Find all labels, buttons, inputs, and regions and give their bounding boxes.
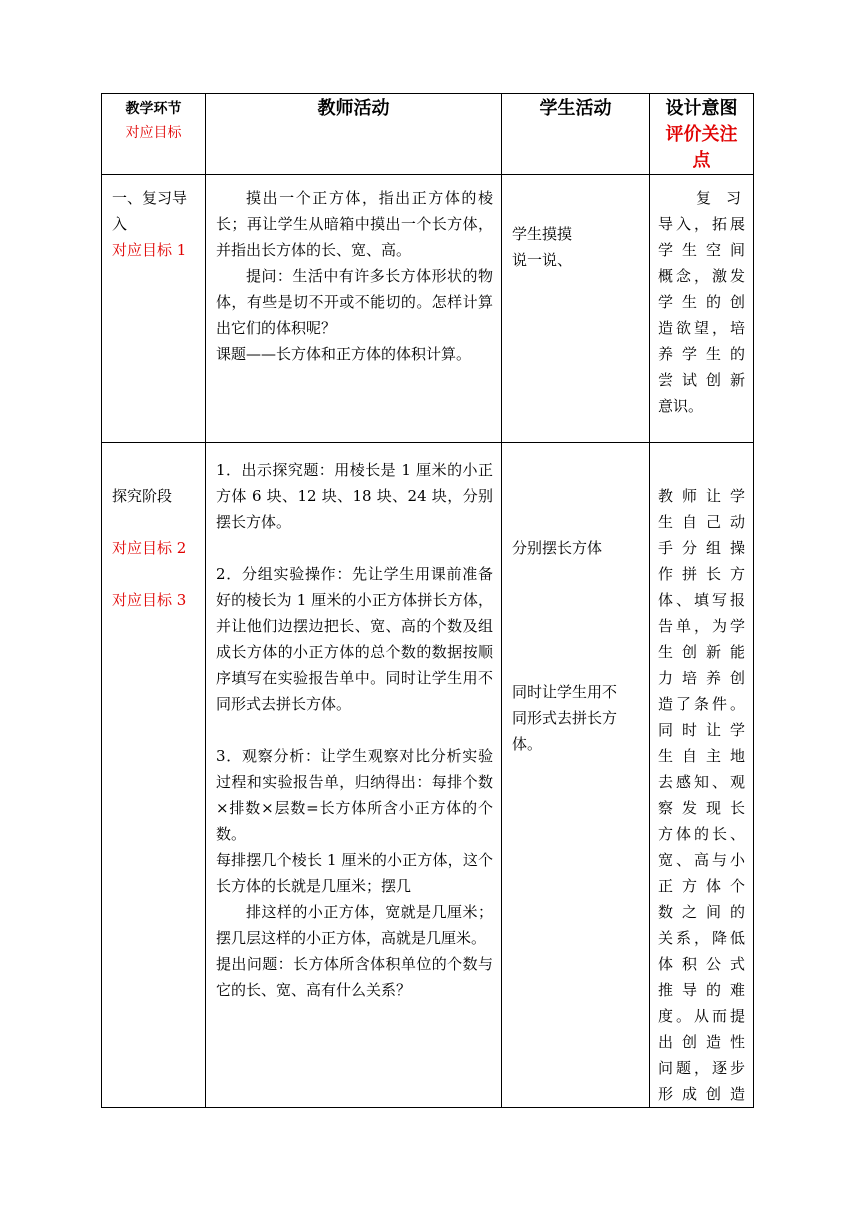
explore-intent-line: 同时让学 [658,721,745,739]
explore-stage-cell [102,443,206,1108]
header-student-activity: 学生活动 [539,98,612,119]
explore-intent-cell [650,443,754,1108]
review-intent-line: 学生空间 [658,241,745,259]
review-stage-line2: 入 [112,215,128,233]
row-explore [102,443,754,1108]
explore-intent-line: 关系，降低 [658,929,745,947]
explore-intent-line: 体、填写报 [658,591,745,609]
review-intent-line: 复 习 [695,189,741,207]
row-review [102,175,754,443]
explore-teacher-step-2: 2．分组实验操作：先让学生用课前准备好的棱长为 1 厘米的小正方体拼长方体，并让他们边摆边把长、宽、高的个数及组成长方体的小正方体的总个数的数据按顺序填写在实验报告单中。同时让学生用不同形式去拼长方体。 [216,565,493,713]
review-intent-line: 导入，拓展 [658,215,745,233]
explore-student-cell [502,443,650,1108]
review-student-line2: 说一说、 [512,251,573,269]
explore-intent-line: 作拼长方 [658,565,745,583]
review-intent-line: 尝试创新 [658,371,745,389]
review-teacher-para-2: 提问：生活中有许多长方体形状的物体，有些是切不开或不能切的。怎样计算出它们的体积呢？ [216,267,493,337]
explore-intent-line: 度。从而提 [658,1007,745,1025]
review-intent-line: 养学生的 [658,345,745,363]
review-student-line1: 学生摸摸 [512,225,573,243]
review-stage-line1: 一、复习导 [112,189,188,207]
review-teacher-cell [206,175,502,443]
explore-intent-line: 造了条件。 [658,695,745,713]
explore-intent-line: 宽、高与小 [658,851,745,869]
header-design-intent: 设计意图 [665,98,738,119]
explore-intent-line: 出创造性 [658,1033,745,1051]
header-target-label: 对应目标 [125,125,182,141]
review-intent-line: 意识。 [658,397,704,415]
review-intent-line: 学生的创 [658,293,745,311]
explore-student-activity-2: 体。 [512,735,543,753]
explore-teacher-note-1: 每排摆几个棱长 1 厘米的小正方体，这个长方体的长就是几厘米；摆几 [216,851,493,895]
review-intent-line: 概念，激发 [658,267,745,285]
explore-intent-line: 去感知、观 [658,773,745,791]
explore-teacher-question: 提出问题：长方体所含体积单位的个数与它的长、宽、高有什么关系？ [216,955,493,999]
explore-teacher-cell [206,443,502,1108]
explore-student-activity-2: 同时让学生用不 [512,683,618,701]
explore-intent-line: 手分组操 [658,539,745,557]
explore-target-3: 对应目标 3 [112,591,187,609]
explore-intent-line: 体积公式 [658,955,745,973]
explore-student-activity-2: 同形式去拼长方 [512,709,618,727]
header-stage-label: 教学环节 [125,101,182,117]
explore-intent-line: 方体的长、 [658,825,745,843]
header-evaluation-focus-end: 点 [692,150,711,171]
explore-intent-line: 告单，为学 [658,617,745,635]
explore-intent-line: 生创新能 [658,643,745,661]
explore-intent-line: 力培养创 [658,669,745,687]
review-intent-line: 造欲望，培 [658,319,745,337]
explore-intent-line: 生自主地 [658,747,745,765]
header-cell-teacher [206,94,502,175]
header-row [102,94,754,175]
explore-intent-line: 察发现长 [658,799,745,817]
explore-intent-line: 生自己动 [658,513,745,531]
explore-intent-line: 数之间的 [658,903,745,921]
lesson-plan-table [101,93,754,1108]
review-stage-cell [102,175,206,443]
explore-intent-line: 形成创造 [658,1085,745,1103]
explore-teacher-step-1: 1．出示探究题：用棱长是 1 厘米的小正方体 6 块、12 块、18 块、24 块，分别摆长方体。 [216,461,493,531]
review-student-cell [502,175,650,443]
header-evaluation-focus: 评价关注 [665,124,738,145]
explore-target-2: 对应目标 2 [112,539,187,557]
explore-intent-line: 教师让学 [658,487,745,505]
review-target: 对应目标 1 [112,241,187,259]
explore-student-activity-1: 分别摆长方体 [512,539,603,557]
header-cell-stage [102,94,206,175]
explore-stage: 探究阶段 [112,487,173,505]
explore-teacher-note-2: 排这样的小正方体，宽就是几厘米；摆几层这样的小正方体，高就是几厘米。 [216,903,493,947]
header-teacher-activity: 教师活动 [317,98,390,119]
header-cell-intent [650,94,754,175]
review-teacher-para-1: 摸出一个正方体，指出正方体的棱长；再让学生从暗箱中摸出一个长方体，并指出长方体的长、宽、高。 [216,189,493,259]
explore-intent-line: 问题，逐步 [658,1059,745,1077]
header-cell-student [502,94,650,175]
explore-intent-line: 正方体个 [658,877,745,895]
review-intent-cell [650,175,754,443]
explore-intent-line: 推导的难 [658,981,745,999]
explore-teacher-step-3: 3．观察分析：让学生观察对比分析实验过程和实验报告单，归纳得出：每排个数×排数×层数=长方体所含小正方体的个数。 [216,747,493,843]
review-teacher-para-3: 课题——长方体和正方体的体积计算。 [216,345,472,363]
